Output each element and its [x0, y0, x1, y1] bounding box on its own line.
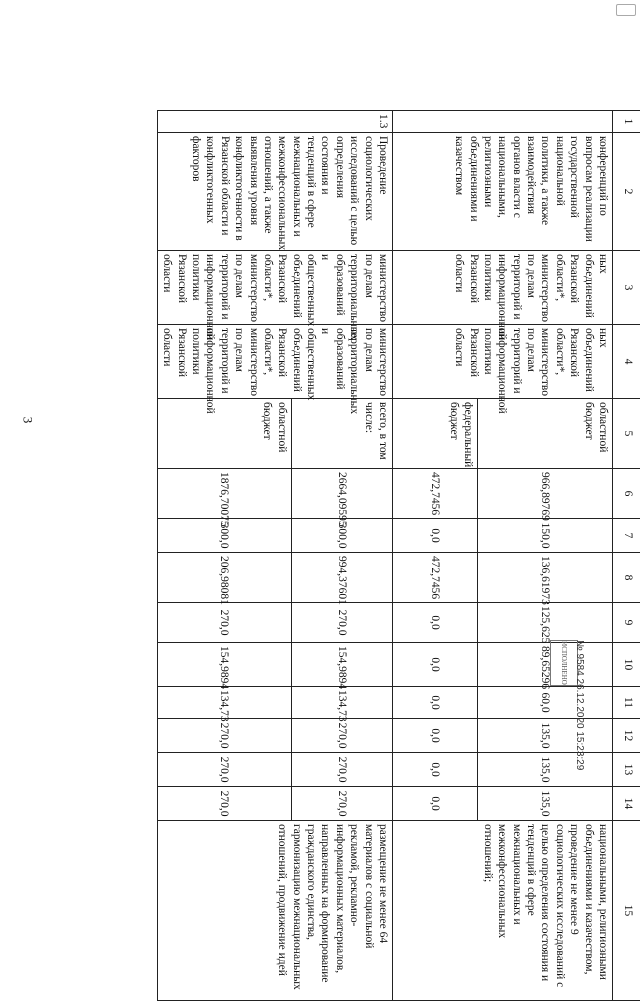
value-cell: 300,0	[158, 519, 292, 553]
col-header-12: 12	[613, 719, 640, 753]
value-cell: 135,0	[478, 787, 613, 821]
col-header-2: 2	[613, 133, 640, 251]
value-cell: 0,0	[393, 603, 478, 643]
participant-cell: министерство по делам территориальных образований и общественных объединений Рязанской области*, министерство по делам территорий и информационной политики Рязанской области	[158, 325, 393, 399]
value-cell: 134,73	[291, 687, 392, 719]
budget-source-cell: всего, в том числе:	[291, 399, 392, 469]
value-cell: 89,65296	[478, 643, 613, 687]
budget-source-cell: областной бюджет	[158, 399, 292, 469]
col-header-13: 13	[613, 753, 640, 787]
value-cell: 134,73	[158, 687, 292, 719]
value-cell: 0,0	[393, 753, 478, 787]
value-cell: 270,0	[158, 719, 292, 753]
col-header-9: 9	[613, 603, 640, 643]
value-cell: 472,7456	[393, 469, 478, 519]
col-header-15: 15	[613, 821, 640, 1001]
value-cell: 2664,09595	[291, 469, 392, 519]
value-cell: 60,0	[478, 687, 613, 719]
budget-table	[157, 110, 640, 1001]
col-header-4: 4	[613, 325, 640, 399]
row-number-cell: 1.3	[158, 111, 393, 133]
value-cell: 966,89769	[478, 469, 613, 519]
value-cell: 270,0	[291, 603, 392, 643]
value-cell: 270,0	[158, 603, 292, 643]
budget-source-cell: областной бюджет	[478, 399, 613, 469]
value-cell: 0,0	[393, 643, 478, 687]
value-cell: 0,0	[393, 719, 478, 753]
value-cell: 125,625	[478, 603, 613, 643]
value-cell: 270,0	[291, 753, 392, 787]
value-cell: 270,0	[158, 787, 292, 821]
value-cell: 1876,70075	[158, 469, 292, 519]
scan-corner-mark	[616, 4, 636, 16]
value-cell: 270,0	[158, 753, 292, 787]
table-row	[478, 111, 613, 1001]
value-cell: 154,9894	[291, 643, 392, 687]
col-header-6: 6	[613, 469, 640, 519]
registration-stamp: ИСПОЛНЕНО	[550, 640, 578, 686]
value-cell: 150,0	[478, 519, 613, 553]
rotated-table-container	[84, 110, 640, 930]
value-cell: 270,0	[291, 719, 392, 753]
value-cell: 136,61973	[478, 553, 613, 603]
header-row	[613, 111, 640, 1001]
col-header-1: 1	[613, 111, 640, 133]
value-cell: 135,0	[478, 753, 613, 787]
table-row	[291, 111, 392, 1001]
activity-name-cell: Проведение социологических исследований с целью определения состояния и тенденций в сфере межнациональных и межконфессиональных отношений, а также выявления уровня конфликтогенности в Рязанской области и конфликтогенных факторов	[158, 133, 393, 251]
value-cell: 206,98081	[158, 553, 292, 603]
result-cell: размещение не менее 64 материалов с социальной рекламой, рекламно-информационных материалов, направленных на формирование гражданского единства, гармонизацию межнациональных отношений, продвижение идей	[158, 821, 393, 1001]
value-cell: 154,9894	[158, 643, 292, 687]
executor-cell: министерство по делам территориальных образований и общественных объединений Рязанской области*, министерство по делам территорий и информационной политики Рязанской области	[158, 251, 393, 325]
value-cell: 0,0	[393, 519, 478, 553]
value-cell: 472,7456	[393, 553, 478, 603]
value-cell: 300,0	[291, 519, 392, 553]
activity-name-cell: конференций по вопросам реализации государственной национальной политики, а также взаимодействия органов власти с национальными, религиозными объединениями и казачеством	[393, 133, 613, 251]
row-number-cell	[393, 111, 613, 133]
col-header-11: 11	[613, 687, 640, 719]
value-cell: 135,0	[478, 719, 613, 753]
value-cell: 0,0	[393, 787, 478, 821]
executor-cell: ных объединений Рязанской области*, министерство по делам территорий и информационной политики Рязанской области	[393, 251, 613, 325]
value-cell: 0,0	[393, 687, 478, 719]
col-header-3: 3	[613, 251, 640, 325]
registration-footer: № 9584 26.12.2020 15:23:29	[574, 640, 585, 770]
col-header-14: 14	[613, 787, 640, 821]
value-cell: 270,0	[291, 787, 392, 821]
budget-source-cell: федеральный бюджет	[393, 399, 478, 469]
col-header-5: 5	[613, 399, 640, 469]
page-number: 3	[19, 417, 35, 424]
value-cell: 994,37601	[291, 553, 392, 603]
col-header-8: 8	[613, 553, 640, 603]
col-header-10: 10	[613, 643, 640, 687]
participant-cell: ных объединений Рязанской области*, министерство по делам территорий и информационной политики Рязанской области	[393, 325, 613, 399]
result-cell: национальными, религиозными объединениями и казачеством, проведение не менее 9 социологических исследований с целью определения состояния и тенденций в сфере межнациональных и межконфессиональных отношений;	[393, 821, 613, 1001]
col-header-7: 7	[613, 519, 640, 553]
